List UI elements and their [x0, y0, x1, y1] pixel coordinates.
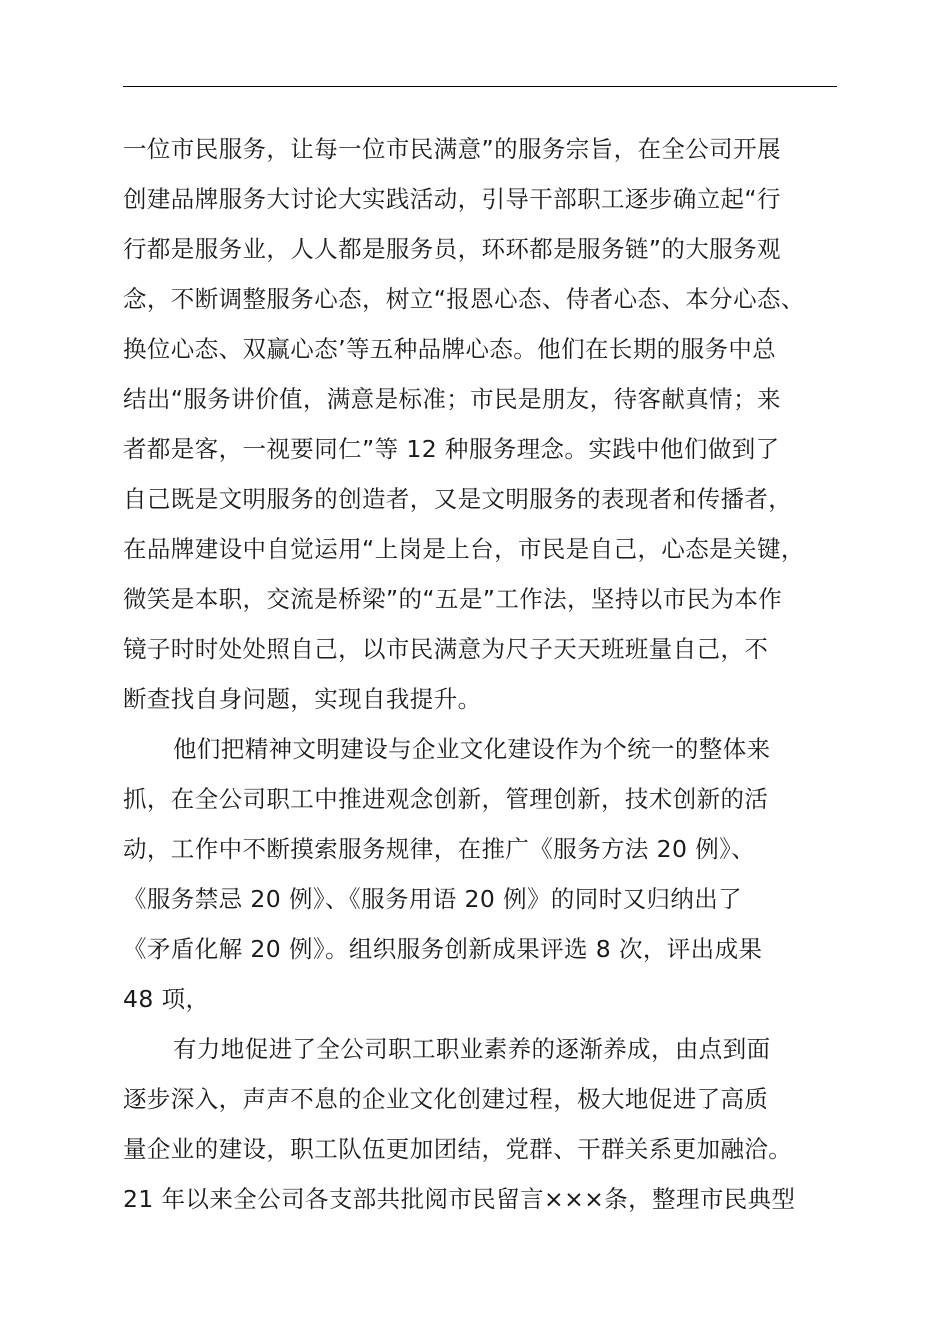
text-line: 一位市民服务，让每一位市民满意”的服务宗旨，在全公司开展	[123, 135, 781, 163]
text-line: 《矛盾化解 20 例》。组织服务创新成果评选 8 次，评出成果	[123, 935, 763, 963]
text-line: 他们把精神文明建设与企业文化建设作为个统一的整体来	[173, 735, 771, 763]
header-divider	[123, 86, 837, 87]
text-line: 有力地促进了全公司职工职业素养的逐渐养成，由点到面	[173, 1035, 771, 1063]
text-line: 逐步深入，声声不息的企业文化创建过程，极大地促进了高质	[123, 1085, 769, 1113]
paragraph	[123, 1024, 863, 1224]
paragraph	[123, 724, 863, 1024]
text-line: 《服务禁忌 20 例》、《服务用语 20 例》的同时又归纳出了	[123, 885, 743, 913]
text-line: 念，不断调整服务心态，树立“报恩心态、侍者心态、本分心态、	[123, 285, 805, 313]
text-line: 抓，在全公司职工中推进观念创新，管理创新，技术创新的活	[123, 785, 769, 813]
text-line: 48 项，	[123, 985, 210, 1013]
text-line: 在品牌建设中自觉运用“上岗是上台，市民是自己，心态是关键，	[123, 535, 805, 563]
text-line: 21 年以来全公司各支部共批阅市民留言×××条，整理市民典型	[123, 1185, 796, 1213]
text-line: 动，工作中不断摸索服务规律，在推广《服务方法 20 例》、	[123, 835, 756, 863]
paragraph	[123, 124, 863, 724]
text-line: 换位心态、双赢心态’等五种品牌心态。他们在长期的服务中总	[123, 335, 777, 363]
text-line: 行都是服务业，人人都是服务员，环环都是服务链”的大服务观	[123, 235, 781, 263]
text-line: 结出“服务讲价值，满意是标准；市民是朋友，待客献真情；来	[123, 385, 781, 413]
text-line: 创建品牌服务大讨论大实践活动，引导干部职工逐步确立起“行	[123, 185, 781, 213]
text-line: 微笑是本职，交流是桥梁”的“五是”工作法，坚持以市民为本作	[123, 585, 783, 613]
text-line: 自己既是文明服务的创造者，又是文明服务的表现者和传播者，	[123, 485, 793, 513]
text-line: 者都是客，一视要同仁”等 12 种服务理念。实践中他们做到了	[123, 435, 780, 463]
text-line: 断查找自身问题，实现自我提升。	[123, 685, 482, 713]
text-line: 量企业的建设，职工队伍更加团结，党群、干群关系更加融洽。	[123, 1135, 793, 1163]
text-line: 镜子时时处处照自己，以市民满意为尺子天天班班量自己，不	[123, 635, 769, 663]
document-body	[123, 124, 863, 1224]
